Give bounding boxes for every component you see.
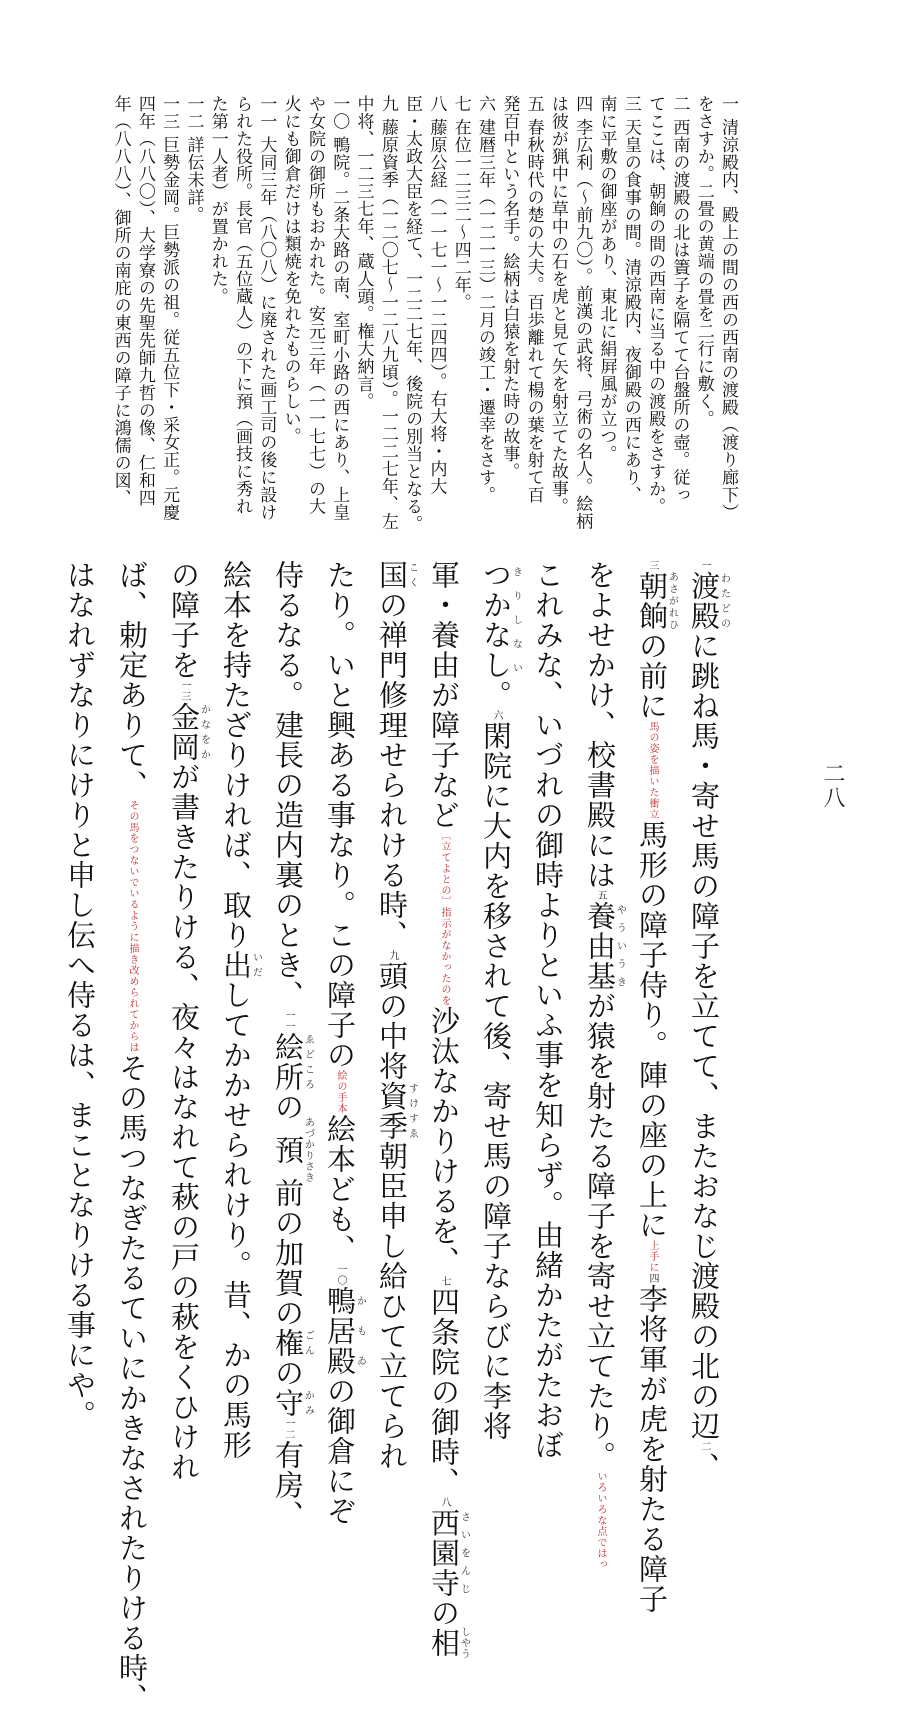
gloss: その馬をつないでいるように描き改められてからは (127, 800, 138, 1053)
note-line: 発百中という名手。絵柄は白猿を射た時の故事。 (499, 95, 520, 480)
note-line: 中将、一二三七年、蔵人頭。権大納言。 (353, 95, 374, 410)
gloss: いろいろな点ではっ (595, 1471, 606, 1570)
note-line: 八 藤原公経（一一七一～一二四四）。右大将・内大 (426, 95, 447, 495)
note-line: 臣・太政大臣を経て、一二二七年、後院の別当となる。 (402, 95, 423, 533)
ruby: いだ (250, 950, 262, 980)
note-line: た第一人者）が置かれた。 (207, 95, 228, 305)
note-line: 九 藤原資季（一二〇七～一二八九頃）。一二二七年、左 (377, 95, 398, 530)
text-line: 絵本を持たざりければ、取り出いだしてかかせられけり。昔、かの馬形 (219, 560, 262, 1460)
note-line: 五 春秋時代の楚の大夫。百歩離れて楊の葉を射て百 (523, 95, 544, 504)
ruby: ごん (302, 1328, 314, 1358)
text-line: の障子を一三金岡かなをかが書きたりける、夜々はなれて萩の戸の萩をくひけれ (167, 560, 210, 1482)
note-line: 一二 詳伝未詳。 (183, 95, 204, 224)
note-line: てここは、朝餉の間の西南に当る中の渡殿をさすか。 (645, 95, 666, 515)
gloss: 馬の姿を描いた衝立 (647, 721, 658, 820)
note-ref: 三 (647, 560, 658, 571)
note-line: 一 清涼殿内、殿上の間の西の西南の渡殿（渡り廊下） (718, 95, 738, 521)
text-line: はなれずなりにけりと申し伝へ侍るは、まことなりける事にや。 (63, 560, 97, 1430)
note-ref: 八 (439, 1497, 450, 1508)
note-line: 一〇 鴨院。二条大路の南、室町小路の西にあり、上皇 (329, 95, 350, 521)
note-line: 一一 大同三年（八〇八）に廃された画工司の後に設け (256, 95, 277, 521)
note-line: 三 天皇の食事の間。清涼殿内、夜御殿の西にあり、 (620, 95, 641, 504)
note-ref: 一〇 (335, 1264, 346, 1286)
main-text (63, 560, 730, 1713)
text-line: 国こくの禅門修理せられける時、九頭の中将資季すけすゑ朝臣申し給ひて立てられ (375, 560, 418, 1471)
note-ref: 一三 (179, 680, 190, 702)
note-ref: 一一 (283, 1010, 294, 1032)
note-line: 火にも御倉だけは類焼を免れたものらしい。 (280, 95, 301, 445)
headnotes (100, 95, 740, 533)
page-number: 二八 (820, 762, 845, 810)
text-line: 軍・養由が障子など〔立てよとの〕指示がなかったのを沙汰なかりけるを、七四条院の御時、八西園寺さいをんじの相しやう (427, 560, 470, 1660)
text-line: 三朝餉あさがれひの前に馬の姿を描いた衝立馬形の障子侍り。陣の座の上に上手に四李将軍が虎を射たる障子 (635, 560, 678, 1614)
note-line: 四 李広利（～前九〇）。前漢の武将、弓術の名人。絵柄 (572, 95, 593, 530)
ruby: さいをんじ (458, 1508, 470, 1598)
text-line: 一渡殿わたどのに跳ね馬・寄せ馬の障子を立てて、またおなじ渡殿の北の辺二、 (687, 560, 730, 1482)
note-ref: 五 (595, 890, 606, 901)
note-ref: 九 (387, 950, 398, 961)
ruby: かなをか (198, 702, 210, 762)
note-ref: 二 (699, 1441, 710, 1452)
ruby: かみ (302, 1388, 314, 1418)
ruby: わたどの (718, 571, 730, 631)
note-line: 二 西南の渡殿の北は簀子を隔てて台盤所の壺。従っ (669, 95, 690, 504)
text-line: をよせかけ、校書殿には五養由基やういうきが猿を射たる障子を寄せ立てたり。いろいろな点ではっ (583, 560, 626, 1570)
note-line: や女院の御所もおかれた。安元三年（一一七七）の大 (304, 95, 325, 515)
note-ref: 一 (699, 560, 710, 571)
note-line: 七 在位一二三二～四二年。 (450, 95, 471, 311)
note-ref: 四 (647, 1273, 658, 1284)
ruby: すけすゑ (406, 1081, 418, 1141)
note-line: 南に平敷の御座があり、東北に絹屛風が立つ。 (596, 95, 617, 463)
ruby: ゑどころ (302, 1032, 314, 1092)
text-line: つかなしきりしない。六閑院に大内を移されて後、寄せ馬の障子ならびに李将 (479, 560, 522, 1441)
ruby: かもゐ (354, 1286, 366, 1376)
gloss: 上手に (647, 1240, 658, 1273)
note-ref: 一二 (283, 1418, 294, 1440)
note-line: 六 建暦三年（一二一三）二月の竣工・遷幸をさす。 (475, 95, 496, 504)
ruby: しやう (458, 1626, 470, 1660)
note-ref: 六 (491, 710, 502, 721)
text-line: ば、勅定ありて、その馬をつないでいるように描き改められてからはその馬つなぎたるていにかきなされたりける時、 (115, 560, 149, 1713)
text-line: これみな、いづれの御時よりといふ事を知らず。由緒かたがたおぼ (531, 560, 565, 1460)
note-line: 一三 巨勢金岡。巨勢派の祖。従五位下・采女正。元慶 (159, 95, 180, 521)
gloss: 絵の手本 (335, 1070, 346, 1114)
ruby: きりしない (510, 560, 522, 680)
ruby: あさがれひ (666, 571, 678, 631)
ruby: やういうき (614, 901, 626, 991)
ruby: こく (406, 560, 418, 590)
note-line: をさすか。二畳の黄端の畳を二行に敷く。 (693, 95, 714, 428)
gloss: 〔立てよとの〕指示がなかったのを (439, 830, 450, 1006)
note-line: 年（八八八）、御所の南庇の東西の障子に鴻儒の図、 (110, 95, 131, 507)
note-ref: 七 (439, 1276, 450, 1287)
note-line: 四年（八八〇）、大学寮の先聖先師九哲の像、仁和四 (134, 95, 155, 507)
note-line: は彼が猟中に草中の石を虎と見て矢を射立てた故事。 (547, 95, 568, 515)
text-line: 侍るなる。建長の造内裏のとき、一一絵所ゑどころの預あづかりさき前の加賀の権ごんの守かみ一二有房、 (271, 560, 314, 1530)
note-line: られた役所。長官（五位蔵人）の下に預（画技に秀れ (232, 95, 253, 515)
ruby: あづかりさき (302, 1117, 314, 1183)
text-line: たり。いと興ある事なり。この障子の絵の手本絵本ども、一〇鴨居殿かもゐの御倉にぞ (323, 560, 366, 1526)
